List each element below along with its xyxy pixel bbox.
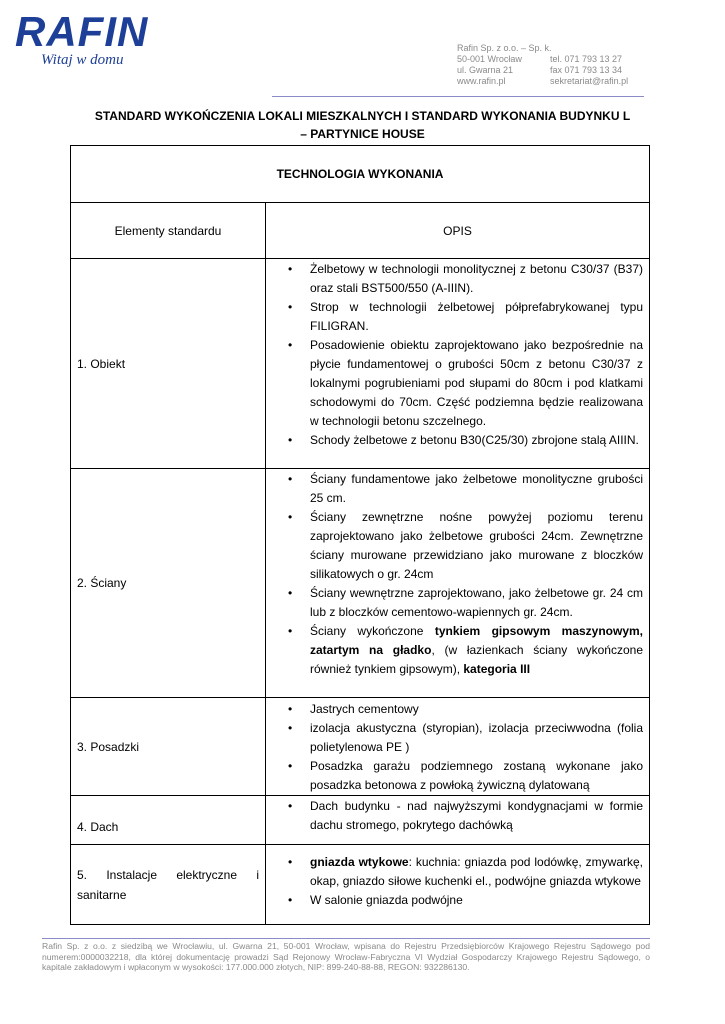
row-description (266, 698, 650, 796)
list-item: • Posadzka garażu podziemnego zostaną wykonane jako posadzka betonowa z powłoką żywiczną dylatowaną (266, 757, 643, 795)
list-item: • Posadowienie obiektu zaprojektowano jako bezpośrednie na płycie fundamentowej o grubości 50cm z betonu C30/37 z lokalnymi pogrubieniami pod słupami do 80cm i pod klatkami schodowymi do 70cm. Część podziemna będzie realizowana w technologii betonu szczelnego. (266, 336, 643, 431)
column-header-description: OPIS (266, 203, 650, 259)
table-row (71, 845, 650, 925)
list-text-bold: gniazda wtykowe (310, 855, 409, 869)
list-item: • Ściany zewnętrzne nośne powyżej poziomu terenu zaprojektowano jako żelbetowe grubości 24cm. Zewnętrzne ściany murowane przewidziano jako murowane z bloczków silikatowych o gr. 24cm (266, 508, 643, 584)
list-item: • Dach budynku - nad najwyższymi kondygnacjami w formie dachu stromego, pokrytego dachówką (266, 797, 643, 835)
list-text: : kuchnia: gniazda pod lodówkę, zmywarkę, okap, gniazdo siłowe kuchenki el., podwójne gniazda wtykowe (310, 855, 643, 888)
row-description (266, 845, 650, 925)
company-logo (15, 10, 148, 69)
row-label: 1. Obiekt (71, 259, 266, 469)
header-divider (272, 96, 644, 97)
list-item: • izolacja akustyczna (styropian), izolacja przeciwwodna (folia polietylenowa PE ) (266, 719, 643, 757)
list-item: • Ściany fundamentowe jako żelbetowe monolityczne grubości 25 cm. (266, 470, 643, 508)
row-description (266, 259, 650, 469)
table-row (71, 698, 650, 796)
table-row (71, 469, 650, 698)
list-item: • W salonie gniazda podwójne (266, 891, 643, 910)
address-city: 50-001 Wrocław (457, 54, 522, 64)
column-header-elements: Elementy standardu (71, 203, 266, 259)
row-description (266, 796, 650, 845)
table-row (71, 259, 650, 469)
footer-legal-text: Rafin Sp. z o.o. z siedzibą we Wrocławiu, ul. Gwarna 21, 50-001 Wrocław, wpisana do Rejestru Przedsiębiorców Krajowego Rejestru Sądowego pod numerem:0000032218, dla której dokumentację prowadzi Sąd Rejonowy Wrocław-Fabryczna VI Wydział Gospodarczy Krajowego Rejestru Sądowego, o kapitale zakładowym i wpłaconym w wysokości: 177.000.000 złotych, NIP: 899-240-88-88, REGON: 932286130. (42, 941, 650, 972)
logo-brand: RAFIN (15, 8, 149, 55)
footer-divider (42, 938, 650, 939)
contact-block (457, 43, 628, 87)
list-item: • Żelbetowy w technologii monolitycznej z betonu C30/37 (B37) oraz stali BST500/550 (A-IIIN). (266, 260, 643, 298)
phone: tel. 071 793 13 27 (550, 54, 623, 64)
company-name: Rafin Sp. z o.o. – Sp. k. (457, 43, 552, 53)
standard-table (70, 145, 650, 925)
list-text: Ściany wykończone (310, 624, 435, 638)
document-title: STANDARD WYKOŃCZENIA LOKALI MIESZKALNYCH I STANDARD WYKONANIA BUDYNKU L – PARTYNICE HOUSE (94, 109, 631, 141)
row-label: 5. Instalacje elektryczne i sanitarne (71, 845, 266, 925)
row-label: 2. Ściany (71, 469, 266, 698)
table-row (71, 796, 650, 845)
row-label: 3. Posadzki (71, 698, 266, 796)
email-link[interactable]: sekretariat@rafin.pl (550, 76, 629, 86)
website-link[interactable]: www.rafin.pl (457, 76, 506, 86)
address-street: ul. Gwarna 21 (457, 65, 514, 75)
list-item: • Strop w technologii żelbetowej półprefabrykowanej typu FILIGRAN. (266, 298, 643, 336)
table-heading: TECHNOLOGIA WYKONANIA (71, 146, 650, 203)
row-description (266, 469, 650, 698)
logo-tagline: Witaj w domu (41, 52, 124, 68)
list-item: • Jastrych cementowy (266, 700, 643, 719)
list-item: • Schody żelbetowe z betonu B30(C25/30) zbrojone stalą AIIIN. (266, 431, 643, 450)
list-item (266, 622, 643, 679)
fax: fax 071 793 13 34 (550, 65, 623, 75)
list-item (266, 853, 643, 891)
row-label: 4. Dach (71, 796, 266, 845)
list-text-bold: kategoria III (463, 662, 531, 676)
list-item: • Ściany wewnętrzne zaprojektowano, jako żelbetowe gr. 24 cm lub z bloczków cementowo-wapiennych gr. 24cm. (266, 584, 643, 622)
list-text-bold: tynkiem gipsowym maszynowym, zatartym na gładko (310, 624, 644, 657)
list-text: , (w łazienkach ściany wykończone również tynkiem gipsowym), (310, 643, 643, 676)
